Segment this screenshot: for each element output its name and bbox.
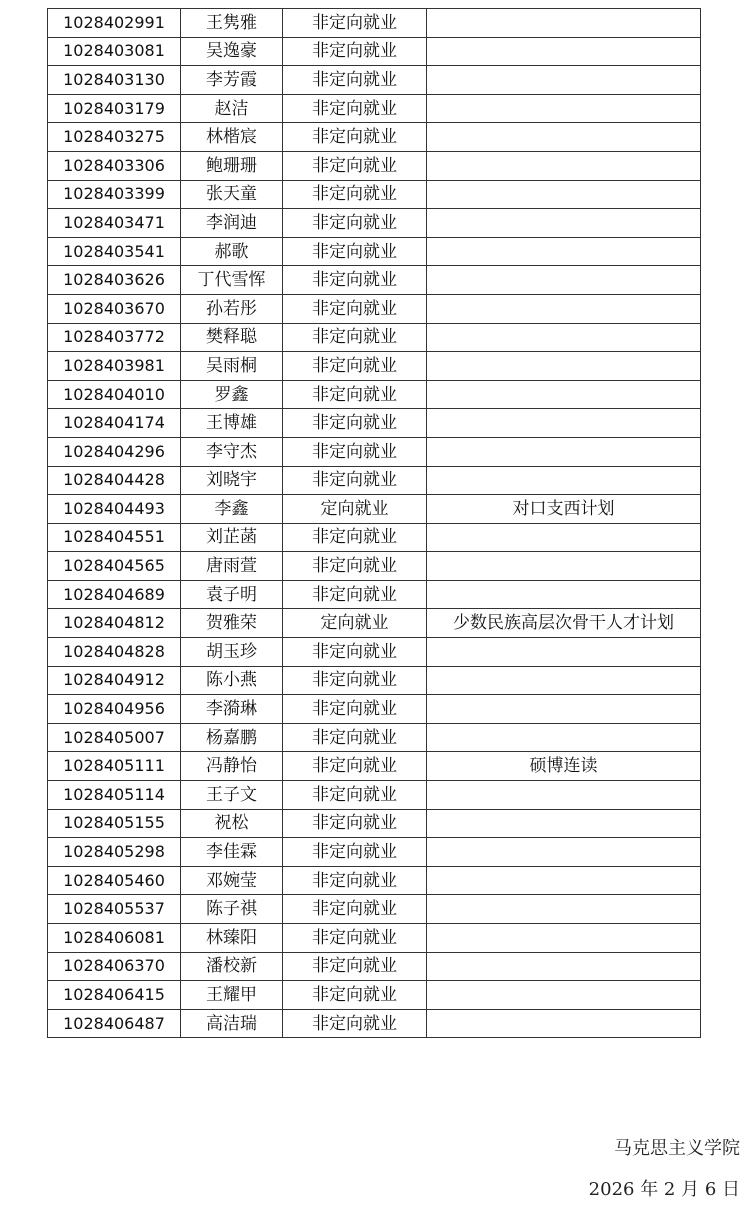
- employment-type-cell: 非定向就业: [283, 37, 427, 66]
- student-name-cell: 林楷宸: [181, 123, 283, 152]
- employment-type-cell: 定向就业: [283, 495, 427, 524]
- table-row: [48, 523, 701, 552]
- student-id-cell: 1028404551: [48, 523, 181, 552]
- student-name-cell: 赵洁: [181, 94, 283, 123]
- remark-cell: [427, 180, 701, 209]
- employment-type-cell: 非定向就业: [283, 437, 427, 466]
- student-name-cell: 吴逸豪: [181, 37, 283, 66]
- table-row: [48, 180, 701, 209]
- table-row: [48, 809, 701, 838]
- employment-type-cell: 非定向就业: [283, 66, 427, 95]
- employment-type-cell: 非定向就业: [283, 209, 427, 238]
- employment-type-cell: 非定向就业: [283, 580, 427, 609]
- employment-type-cell: 非定向就业: [283, 866, 427, 895]
- student-id-cell: 1028406370: [48, 952, 181, 981]
- remark-cell: [427, 895, 701, 924]
- table-row: [48, 237, 701, 266]
- remark-cell: [427, 523, 701, 552]
- student-name-cell: 樊释聪: [181, 323, 283, 352]
- table-row: [48, 695, 701, 724]
- employment-type-cell: 非定向就业: [283, 237, 427, 266]
- remark-cell: [427, 580, 701, 609]
- employment-type-cell: 非定向就业: [283, 94, 427, 123]
- table-row: [48, 495, 701, 524]
- table-row: [48, 94, 701, 123]
- table-row: [48, 1009, 701, 1038]
- employment-type-cell: 非定向就业: [283, 838, 427, 867]
- student-id-cell: 1028406415: [48, 981, 181, 1010]
- student-name-cell: 袁子明: [181, 580, 283, 609]
- remark-cell: [427, 809, 701, 838]
- table-row: [48, 123, 701, 152]
- student-name-cell: 王隽雅: [181, 9, 283, 38]
- student-name-cell: 孙若彤: [181, 294, 283, 323]
- student-id-cell: 1028403179: [48, 94, 181, 123]
- table-row: [48, 323, 701, 352]
- employment-type-cell: 非定向就业: [283, 180, 427, 209]
- student-id-cell: 1028403626: [48, 266, 181, 295]
- student-id-cell: 1028403306: [48, 151, 181, 180]
- remark-cell: [427, 94, 701, 123]
- student-name-cell: 高洁瑞: [181, 1009, 283, 1038]
- student-name-cell: 潘校新: [181, 952, 283, 981]
- employment-type-cell: 非定向就业: [283, 466, 427, 495]
- table-row: [48, 580, 701, 609]
- table-row: [48, 209, 701, 238]
- table-row: [48, 9, 701, 38]
- student-name-cell: 邓婉莹: [181, 866, 283, 895]
- student-name-cell: 唐雨萱: [181, 552, 283, 581]
- remark-cell: [427, 952, 701, 981]
- table-row: [48, 552, 701, 581]
- student-name-cell: 刘晓宇: [181, 466, 283, 495]
- student-id-cell: 1028402991: [48, 9, 181, 38]
- student-id-cell: 1028405114: [48, 781, 181, 810]
- remark-cell: [427, 352, 701, 381]
- student-name-cell: 陈子祺: [181, 895, 283, 924]
- employment-type-cell: 非定向就业: [283, 809, 427, 838]
- student-name-cell: 王博雄: [181, 409, 283, 438]
- remark-cell: [427, 981, 701, 1010]
- table-row: [48, 838, 701, 867]
- student-id-cell: 1028405111: [48, 752, 181, 781]
- table-row: [48, 409, 701, 438]
- remark-cell: [427, 552, 701, 581]
- student-id-cell: 1028405007: [48, 723, 181, 752]
- remark-cell: [427, 209, 701, 238]
- remark-cell: [427, 781, 701, 810]
- employment-type-cell: 非定向就业: [283, 981, 427, 1010]
- remark-cell: [427, 666, 701, 695]
- table-row: [48, 352, 701, 381]
- student-id-cell: 1028404493: [48, 495, 181, 524]
- table-row: [48, 466, 701, 495]
- student-name-cell: 李漪琳: [181, 695, 283, 724]
- student-id-cell: 1028404174: [48, 409, 181, 438]
- student-id-cell: 1028404912: [48, 666, 181, 695]
- student-id-cell: 1028403541: [48, 237, 181, 266]
- employment-type-cell: 非定向就业: [283, 380, 427, 409]
- student-id-cell: 1028403399: [48, 180, 181, 209]
- table-row: [48, 781, 701, 810]
- remark-cell: [427, 151, 701, 180]
- employment-type-cell: 非定向就业: [283, 723, 427, 752]
- student-id-cell: 1028405460: [48, 866, 181, 895]
- table-row: [48, 924, 701, 953]
- student-name-cell: 冯静怡: [181, 752, 283, 781]
- student-name-cell: 陈小燕: [181, 666, 283, 695]
- remark-cell: [427, 237, 701, 266]
- employment-type-cell: 非定向就业: [283, 952, 427, 981]
- student-name-cell: 林臻阳: [181, 924, 283, 953]
- remark-cell: [427, 123, 701, 152]
- employment-type-cell: 非定向就业: [283, 695, 427, 724]
- table-row: [48, 266, 701, 295]
- student-id-cell: 1028404812: [48, 609, 181, 638]
- student-roster-table: [47, 8, 701, 1038]
- student-id-cell: 1028404296: [48, 437, 181, 466]
- student-id-cell: 1028404956: [48, 695, 181, 724]
- remark-cell: [427, 695, 701, 724]
- student-id-cell: 1028404565: [48, 552, 181, 581]
- student-name-cell: 张天童: [181, 180, 283, 209]
- table-row: [48, 437, 701, 466]
- remark-cell: [427, 924, 701, 953]
- student-name-cell: 李润迪: [181, 209, 283, 238]
- student-name-cell: 李守杰: [181, 437, 283, 466]
- table-row: [48, 151, 701, 180]
- student-id-cell: 1028405155: [48, 809, 181, 838]
- employment-type-cell: 非定向就业: [283, 752, 427, 781]
- student-id-cell: 1028405298: [48, 838, 181, 867]
- student-name-cell: 王子文: [181, 781, 283, 810]
- employment-type-cell: 非定向就业: [283, 294, 427, 323]
- student-name-cell: 吴雨桐: [181, 352, 283, 381]
- table-row: [48, 752, 701, 781]
- table-row: [48, 37, 701, 66]
- employment-type-cell: 非定向就业: [283, 9, 427, 38]
- student-name-cell: 李佳霖: [181, 838, 283, 867]
- remark-cell: [427, 66, 701, 95]
- employment-type-cell: 定向就业: [283, 609, 427, 638]
- student-id-cell: 1028403275: [48, 123, 181, 152]
- student-id-cell: 1028404828: [48, 638, 181, 667]
- remark-cell: [427, 294, 701, 323]
- employment-type-cell: 非定向就业: [283, 552, 427, 581]
- employment-type-cell: 非定向就业: [283, 666, 427, 695]
- table-row: [48, 380, 701, 409]
- table-row: [48, 895, 701, 924]
- remark-cell: [427, 466, 701, 495]
- table-row: [48, 294, 701, 323]
- student-id-cell: 1028403081: [48, 37, 181, 66]
- employment-type-cell: 非定向就业: [283, 409, 427, 438]
- employment-type-cell: 非定向就业: [283, 352, 427, 381]
- remark-cell: [427, 723, 701, 752]
- student-name-cell: 李鑫: [181, 495, 283, 524]
- remark-cell: [427, 437, 701, 466]
- remark-cell: [427, 838, 701, 867]
- remark-cell: 对口支西计划: [427, 495, 701, 524]
- remark-cell: [427, 1009, 701, 1038]
- student-name-cell: 贺雅荣: [181, 609, 283, 638]
- issue-date: 2026 年 2 月 6 日: [588, 1179, 740, 1200]
- remark-cell: 少数民族高层次骨干人才计划: [427, 609, 701, 638]
- employment-type-cell: 非定向就业: [283, 781, 427, 810]
- table-row: [48, 952, 701, 981]
- student-name-cell: 胡玉珍: [181, 638, 283, 667]
- student-name-cell: 王耀甲: [181, 981, 283, 1010]
- student-name-cell: 刘芷菡: [181, 523, 283, 552]
- table-row: [48, 666, 701, 695]
- student-id-cell: 1028403130: [48, 66, 181, 95]
- remark-cell: [427, 638, 701, 667]
- table-row: [48, 866, 701, 895]
- employment-type-cell: 非定向就业: [283, 266, 427, 295]
- employment-type-cell: 非定向就业: [283, 924, 427, 953]
- remark-cell: 硕博连读: [427, 752, 701, 781]
- student-id-cell: 1028403981: [48, 352, 181, 381]
- employment-type-cell: 非定向就业: [283, 523, 427, 552]
- student-id-cell: 1028406487: [48, 1009, 181, 1038]
- remark-cell: [427, 266, 701, 295]
- student-name-cell: 鲍珊珊: [181, 151, 283, 180]
- student-id-cell: 1028404428: [48, 466, 181, 495]
- student-id-cell: 1028404010: [48, 380, 181, 409]
- remark-cell: [427, 37, 701, 66]
- remark-cell: [427, 409, 701, 438]
- remark-cell: [427, 380, 701, 409]
- student-name-cell: 杨嘉鹏: [181, 723, 283, 752]
- table-row: [48, 66, 701, 95]
- student-name-cell: 罗鑫: [181, 380, 283, 409]
- employment-type-cell: 非定向就业: [283, 638, 427, 667]
- table-row: [48, 638, 701, 667]
- student-name-cell: 祝松: [181, 809, 283, 838]
- roster-body: [48, 9, 701, 1038]
- student-id-cell: 1028403670: [48, 294, 181, 323]
- student-name-cell: 李芳霞: [181, 66, 283, 95]
- student-id-cell: 1028404689: [48, 580, 181, 609]
- student-id-cell: 1028406081: [48, 924, 181, 953]
- table-row: [48, 609, 701, 638]
- student-id-cell: 1028405537: [48, 895, 181, 924]
- table-row: [48, 981, 701, 1010]
- student-name-cell: 郝歌: [181, 237, 283, 266]
- employment-type-cell: 非定向就业: [283, 895, 427, 924]
- remark-cell: [427, 866, 701, 895]
- employment-type-cell: 非定向就业: [283, 123, 427, 152]
- employment-type-cell: 非定向就业: [283, 1009, 427, 1038]
- student-name-cell: 丁代雪恽: [181, 266, 283, 295]
- remark-cell: [427, 9, 701, 38]
- employment-type-cell: 非定向就业: [283, 151, 427, 180]
- issuing-organization: 马克思主义学院: [614, 1138, 740, 1159]
- student-id-cell: 1028403471: [48, 209, 181, 238]
- table-row: [48, 723, 701, 752]
- student-id-cell: 1028403772: [48, 323, 181, 352]
- employment-type-cell: 非定向就业: [283, 323, 427, 352]
- remark-cell: [427, 323, 701, 352]
